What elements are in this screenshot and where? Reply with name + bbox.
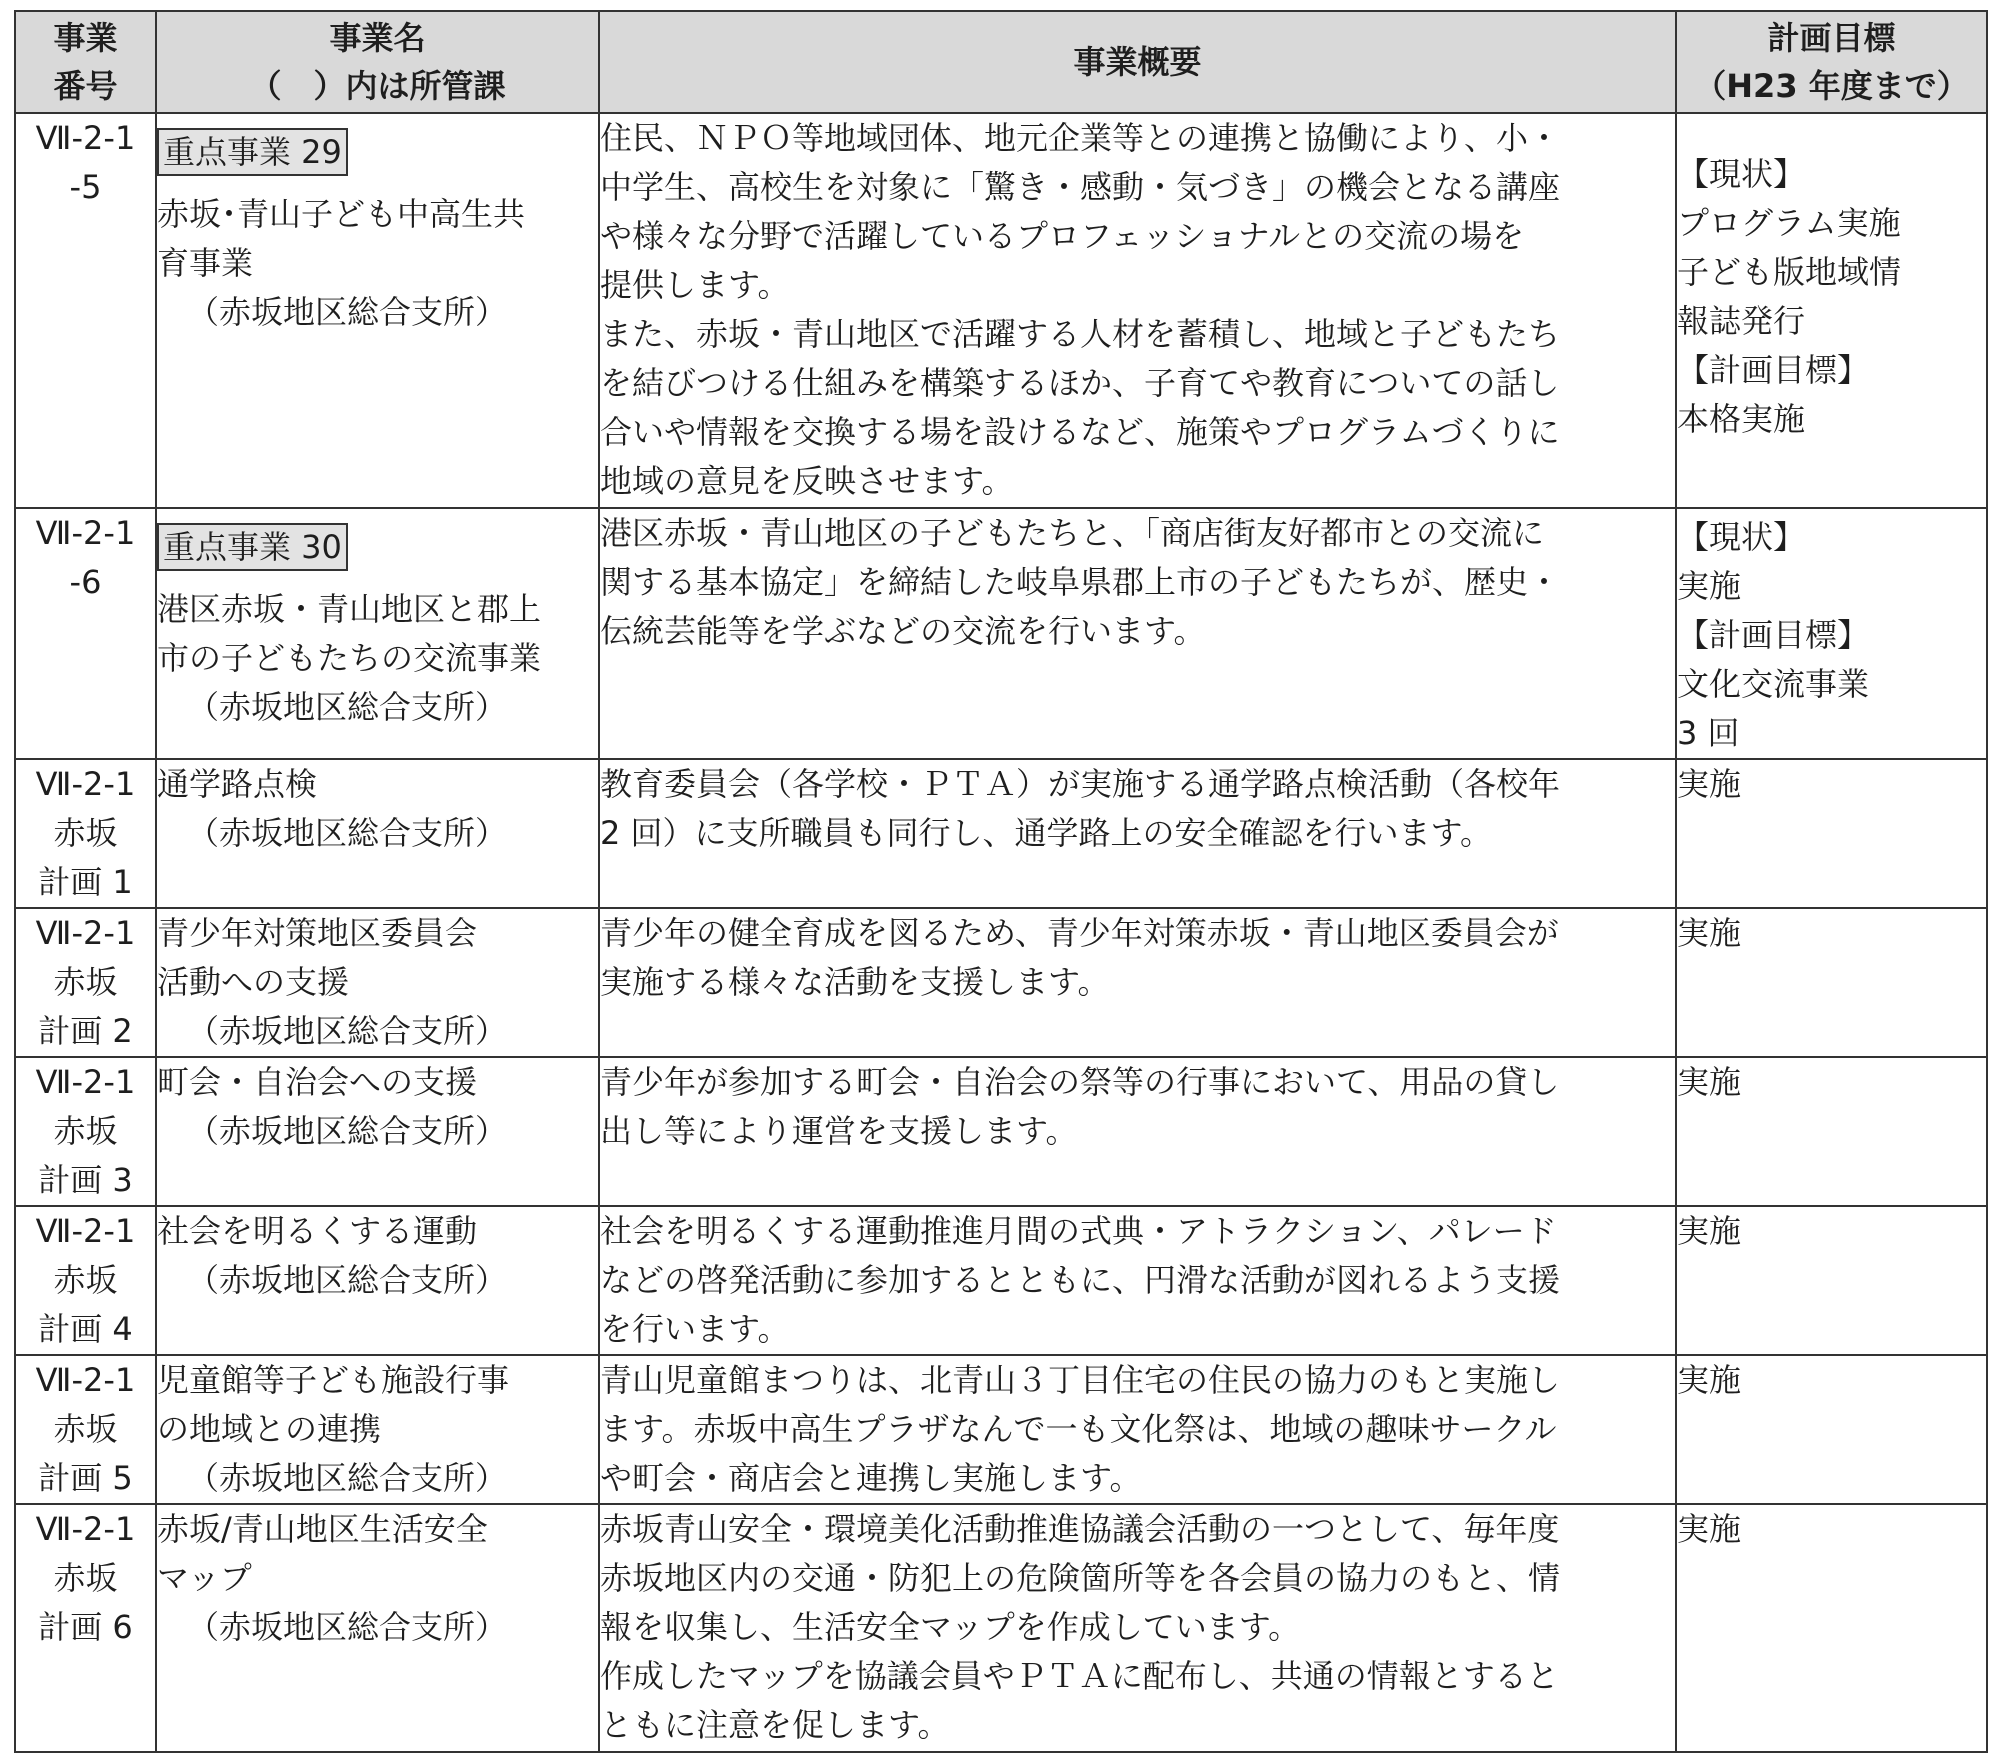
department-label: （赤坂地区総合支所）: [187, 293, 508, 331]
table-row: [15, 1057, 1987, 1206]
project-summary-cell: [599, 1206, 1676, 1355]
summary-line: 青少年の健全育成を図るため、青少年対策赤坂・青山地区委員会が: [600, 914, 1559, 952]
priority-project-badge: 重点事業 29: [157, 128, 348, 176]
table-row: [15, 1355, 1987, 1504]
plan-goal-cell: [1676, 508, 1987, 759]
department-label: （赤坂地区総合支所）: [187, 688, 508, 726]
summary-line: 教育委員会（各学校・ＰＴＡ）が実施する通学路点検活動（各校年: [600, 765, 1561, 803]
goal-line: 【計画目標】: [1677, 351, 1870, 389]
header-text: （ ）内は所管課: [249, 67, 506, 105]
project-number-cell: [15, 508, 156, 759]
project-number-line: Ⅶ-2-1: [35, 914, 136, 952]
project-summary-cell: [599, 1504, 1676, 1752]
project-name-line: マップ: [157, 1559, 252, 1597]
summary-line: 作成したマップを協議会員やＰＴＡに配布し、共通の情報とすると: [600, 1657, 1559, 1695]
summary-line: 港区赤坂・青山地区の子どもたちと、「商店街友好都市との交流に: [600, 514, 1545, 552]
goal-line: 実施: [1677, 765, 1742, 803]
summary-line: 合いや情報を交換する場を設けるなど、施策やプログラムづくりに: [600, 413, 1560, 451]
header-text: 事業: [53, 19, 118, 57]
project-name-cell: [156, 1057, 599, 1206]
header-text: 計画目標: [1767, 19, 1896, 57]
project-number-line: Ⅶ-2-1: [35, 1063, 136, 1101]
summary-line: ともに注意を促します。: [600, 1706, 950, 1744]
table-body: [15, 113, 1987, 1752]
goal-line: 実施: [1677, 1361, 1742, 1399]
priority-project-badge: 重点事業 30: [157, 523, 348, 571]
project-summary-cell: [599, 908, 1676, 1057]
project-name-line: 赤坂･青山子ども中高生共: [157, 195, 526, 233]
project-number-line: 計画 4: [38, 1310, 133, 1348]
goal-line: 報誌発行: [1677, 302, 1806, 340]
project-name-line: 市の子どもたちの交流事業: [157, 639, 542, 677]
project-number-line: Ⅶ-2-1: [35, 1510, 136, 1548]
project-summary-cell: [599, 759, 1676, 908]
project-name-line: 育事業: [157, 244, 254, 282]
table-row: [15, 1206, 1987, 1355]
project-number-line: Ⅶ-2-1: [35, 1212, 136, 1250]
project-number-line: Ⅶ-2-1: [35, 119, 136, 157]
project-number-line: -5: [69, 168, 102, 206]
project-number-line: 赤坂: [53, 963, 118, 1001]
project-summary-cell: [599, 113, 1676, 508]
goal-line: 実施: [1677, 1510, 1742, 1548]
goal-line: 【現状】: [1677, 518, 1806, 556]
project-name-line: 港区赤坂・青山地区と郡上: [157, 590, 542, 628]
project-number-line: 計画 2: [38, 1012, 133, 1050]
summary-line: 赤坂青山安全・環境美化活動推進協議会活動の一つとして、毎年度: [600, 1510, 1560, 1548]
header-project-name: [156, 11, 599, 113]
plan-goal-cell: [1676, 1355, 1987, 1504]
project-number-line: Ⅶ-2-1: [35, 1361, 136, 1399]
summary-line: 実施する様々な活動を支援します。: [600, 963, 1110, 1001]
plan-goal-cell: [1676, 1206, 1987, 1355]
project-summary-cell: [599, 1355, 1676, 1504]
project-name-cell: [156, 1206, 599, 1355]
goal-line: 実施: [1677, 1063, 1742, 1101]
summary-line: 関する基本協定」を締結した岐阜県郡上市の子どもたちが、歴史・: [600, 563, 1561, 601]
project-number-line: 計画 6: [38, 1608, 133, 1646]
table-row: [15, 508, 1987, 759]
summary-line: 青少年が参加する町会・自治会の祭等の行事において、用品の貸し: [600, 1063, 1560, 1101]
table-row: [15, 1504, 1987, 1752]
header-text: （H23 年度まで）: [1694, 67, 1969, 105]
plan-goal-cell: [1676, 1057, 1987, 1206]
project-name-line: 活動への支援: [157, 963, 350, 1001]
project-name-line: 青少年対策地区委員会: [157, 914, 478, 952]
table-row: [15, 113, 1987, 508]
summary-line: 伝統芸能等を学ぶなどの交流を行います。: [600, 612, 1206, 650]
table-row: [15, 908, 1987, 1057]
header-project-number: [15, 11, 156, 113]
project-number-line: Ⅶ-2-1: [35, 765, 136, 803]
project-number-cell: [15, 1206, 156, 1355]
department-label: （赤坂地区総合支所）: [187, 1112, 508, 1150]
project-name-line: 赤坂/青山地区生活安全: [157, 1510, 488, 1548]
project-name-cell: [156, 113, 599, 508]
project-name-line: の地域との連携: [157, 1410, 382, 1448]
summary-line: 中学生、高校生を対象に「驚き・感動・気づき」の機会となる講座: [600, 168, 1561, 206]
department-label: （赤坂地区総合支所）: [187, 1261, 508, 1299]
goal-line: 【計画目標】: [1677, 616, 1870, 654]
header-plan-goal: [1676, 11, 1987, 113]
department-label: （赤坂地区総合支所）: [187, 1608, 508, 1646]
project-summary-cell: [599, 1057, 1676, 1206]
summary-line: 青山児童館まつりは、北青山３丁目住宅の住民の協力のもと実施し: [600, 1361, 1561, 1399]
project-number-line: 赤坂: [53, 1559, 118, 1597]
project-number-line: 赤坂: [53, 1410, 118, 1448]
header-project-summary: [599, 11, 1676, 113]
project-number-cell: [15, 1504, 156, 1752]
project-number-line: 赤坂: [53, 814, 118, 852]
summary-line: 報を収集し、生活安全マップを作成しています。: [600, 1608, 1301, 1646]
summary-line: 2 回）に支所職員も同行し、通学路上の安全確認を行います。: [600, 814, 1492, 852]
summary-line: や様々な分野で活躍しているプロフェッショナルとの交流の場を: [600, 217, 1525, 255]
summary-line: ます。赤坂中高生プラザなんで一も文化祭は、地域の趣味サークル: [600, 1410, 1557, 1448]
summary-line: や町会・商店会と連携し実施します。: [600, 1459, 1142, 1497]
project-name-cell: [156, 1355, 599, 1504]
goal-line: 3 回: [1677, 714, 1740, 752]
goal-line: 子ども版地域情: [1677, 253, 1902, 291]
project-name-cell: [156, 759, 599, 908]
summary-line: 社会を明るくする運動推進月間の式典・アトラクション、パレード: [600, 1212, 1557, 1250]
header-text: 事業概要: [1073, 43, 1202, 81]
summary-line: を結びつける仕組みを構築するほか、子育てや教育についての話し: [600, 364, 1560, 402]
summary-line: などの啓発活動に参加するとともに、円滑な活動が図れるよう支援: [600, 1261, 1561, 1299]
goal-line: 【現状】: [1677, 155, 1806, 193]
project-name-line: 町会・自治会への支援: [157, 1063, 478, 1101]
plan-goal-cell: [1676, 908, 1987, 1057]
project-name-cell: [156, 1504, 599, 1752]
summary-line: また、赤坂・青山地区で活躍する人材を蓄積し、地域と子どもたち: [600, 315, 1561, 353]
project-number-cell: [15, 1057, 156, 1206]
project-number-line: 計画 3: [38, 1161, 133, 1199]
header-text: 番号: [53, 67, 118, 105]
project-number-line: 赤坂: [53, 1112, 118, 1150]
project-name-line: 通学路点検: [157, 765, 318, 803]
department-label: （赤坂地区総合支所）: [187, 814, 508, 852]
table-header: [15, 11, 1987, 113]
project-number-cell: [15, 1355, 156, 1504]
project-name-cell: [156, 908, 599, 1057]
goal-line: 実施: [1677, 567, 1742, 605]
summary-line: を行います。: [600, 1310, 790, 1348]
goal-line: プログラム実施: [1677, 204, 1901, 242]
project-number-cell: [15, 908, 156, 1057]
summary-line: 住民、ＮＰＯ等地域団体、地元企業等との連携と協働により、小・: [600, 119, 1561, 157]
goal-line: 実施: [1677, 914, 1742, 952]
department-label: （赤坂地区総合支所）: [187, 1459, 508, 1497]
project-name-line: 社会を明るくする運動: [157, 1212, 478, 1250]
header-text: 事業名: [329, 19, 426, 57]
summary-line: 赤坂地区内の交通・防犯上の危険箇所等を各会員の協力のもと、情: [600, 1559, 1561, 1597]
plan-goal-cell: [1676, 113, 1987, 508]
project-number-line: Ⅶ-2-1: [35, 514, 136, 552]
project-number-line: 赤坂: [53, 1261, 118, 1299]
summary-line: 地域の意見を反映させます。: [600, 462, 1014, 500]
project-table: [14, 10, 1988, 1753]
goal-line: 本格実施: [1677, 400, 1806, 438]
project-name-cell: [156, 508, 599, 759]
goal-line: 文化交流事業: [1677, 665, 1870, 703]
project-number-line: 計画 1: [38, 863, 133, 901]
project-name-line: 児童館等子ども施設行事: [157, 1361, 510, 1399]
summary-line: 出し等により運営を支援します。: [600, 1112, 1078, 1150]
project-number-line: 計画 5: [38, 1459, 133, 1497]
summary-line: 提供します。: [600, 266, 790, 304]
plan-goal-cell: [1676, 759, 1987, 908]
table-row: [15, 759, 1987, 908]
department-label: （赤坂地区総合支所）: [187, 1012, 508, 1050]
project-number-cell: [15, 113, 156, 508]
goal-line: 実施: [1677, 1212, 1742, 1250]
plan-goal-cell: [1676, 1504, 1987, 1752]
project-number-line: -6: [69, 563, 102, 601]
project-number-cell: [15, 759, 156, 908]
project-summary-cell: [599, 508, 1676, 759]
